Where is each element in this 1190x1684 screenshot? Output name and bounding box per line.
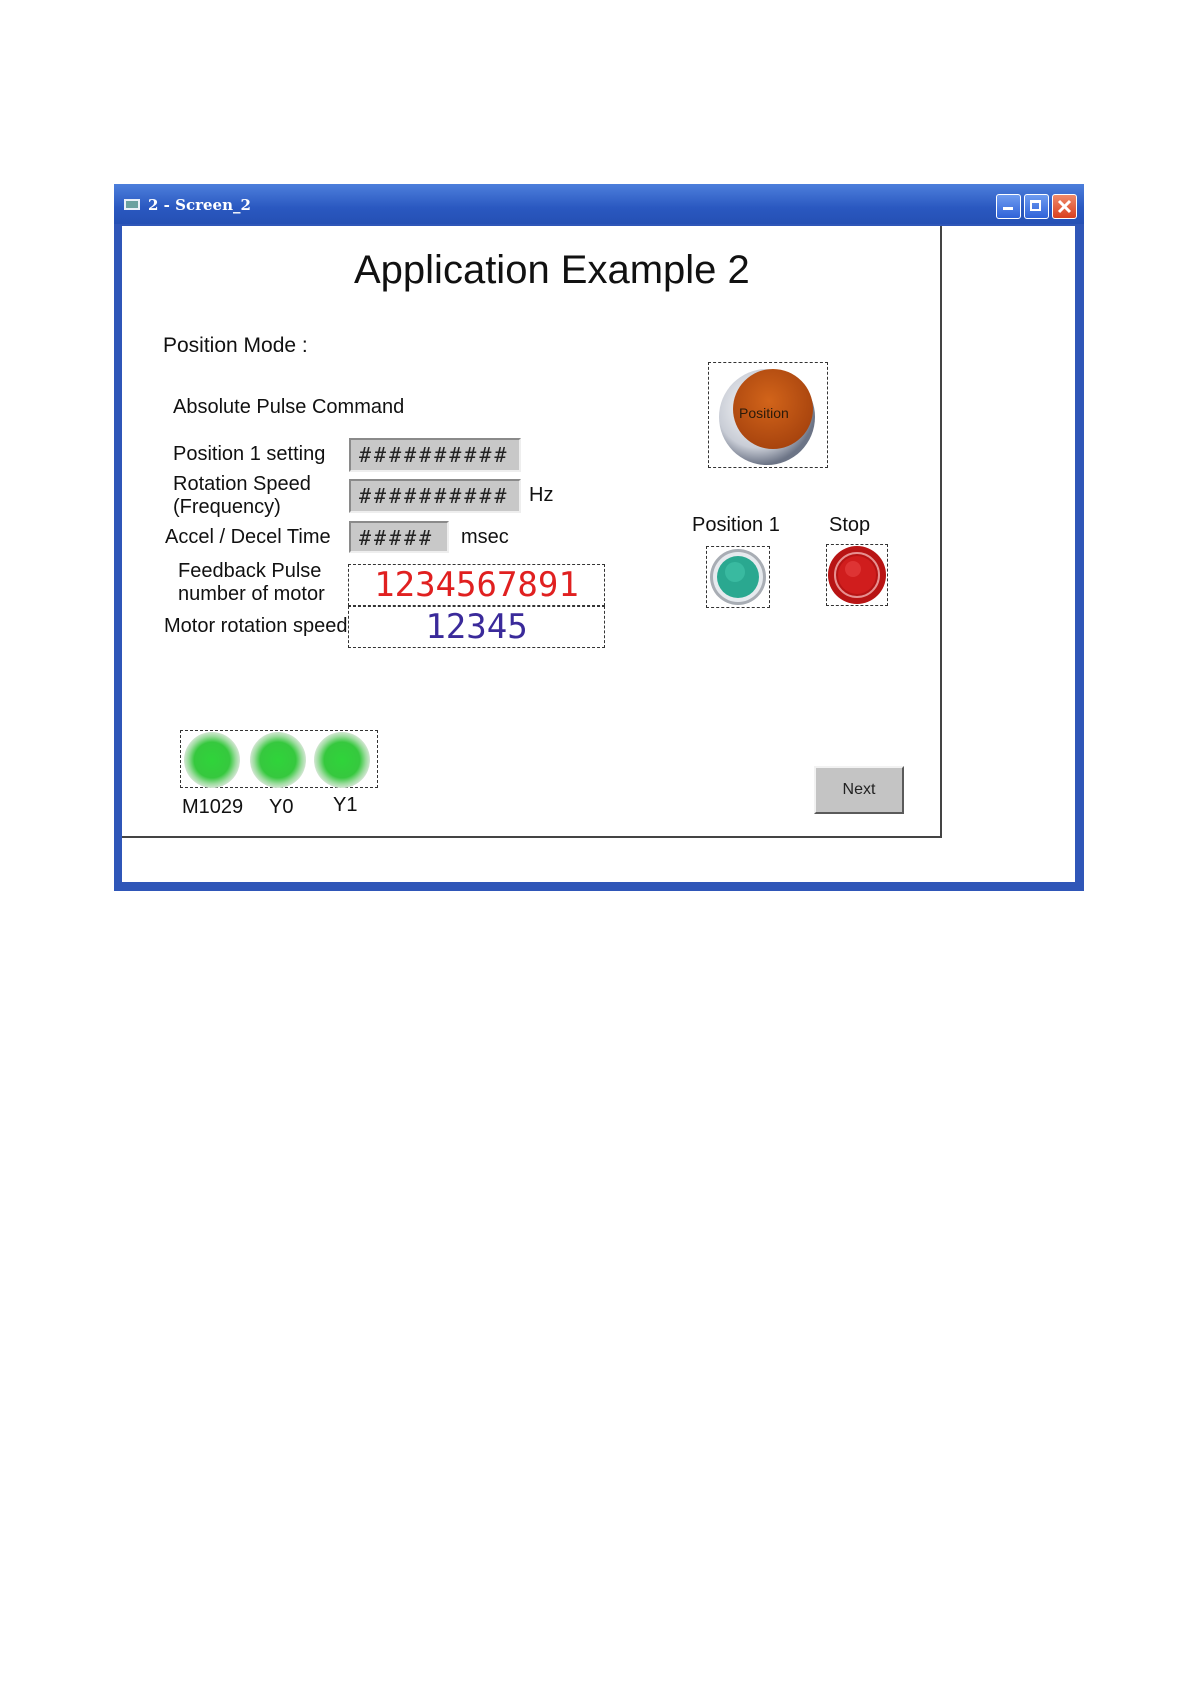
motor-speed-label: Motor rotation speed — [164, 615, 348, 637]
lamp-y0 — [250, 732, 306, 788]
rotation-speed-unit: Hz — [529, 484, 554, 506]
minimize-button[interactable] — [996, 194, 1021, 219]
maximize-icon — [1030, 200, 1041, 211]
position1-setting-label: Position 1 setting — [173, 443, 326, 465]
teal-button-icon — [707, 547, 769, 607]
feedback-pulse-label — [178, 560, 325, 606]
position1-setting-input[interactable]: ########## — [349, 438, 521, 472]
motor-speed-display: 12345 — [348, 606, 605, 648]
accel-decel-unit: msec — [461, 526, 509, 548]
next-button[interactable]: Next — [814, 766, 904, 814]
window-client-area — [122, 226, 1075, 882]
rotation-speed-label-line1: Rotation Speed — [173, 473, 311, 495]
lamp-label-y0: Y0 — [269, 796, 294, 818]
rotation-speed-input[interactable]: ########## — [349, 479, 521, 513]
stop-button-label: Stop — [829, 514, 871, 536]
screen-icon — [124, 199, 140, 210]
maximize-button[interactable] — [1024, 194, 1049, 219]
minimize-icon — [1003, 207, 1013, 210]
position-lamp-text: Position — [739, 405, 789, 421]
position1-button[interactable] — [706, 546, 770, 608]
rotation-speed-label — [173, 473, 311, 519]
position-lamp-frame — [708, 362, 828, 468]
feedback-pulse-display: 1234567891 — [348, 564, 605, 606]
hmi-screen — [122, 226, 942, 838]
title-bar[interactable] — [114, 184, 1084, 224]
page-title: Application Example 2 — [354, 248, 750, 292]
lamp-y1 — [314, 732, 370, 788]
close-icon — [1053, 195, 1076, 218]
app-window — [114, 184, 1084, 891]
window-title: 2 - Screen_2 — [148, 196, 251, 214]
close-button[interactable] — [1052, 194, 1077, 219]
position1-button-label: Position 1 — [692, 514, 780, 536]
lamp-label-y1: Y1 — [333, 794, 358, 816]
feedback-pulse-label-line1: Feedback Pulse — [178, 560, 322, 582]
red-stop-icon — [827, 545, 887, 605]
sub-label: Absolute Pulse Command — [173, 396, 405, 418]
feedback-pulse-label-line2: number of motor — [178, 583, 325, 605]
accel-decel-label: Accel / Decel Time — [165, 526, 331, 548]
section-label: Position Mode : — [163, 334, 308, 357]
stop-button[interactable] — [826, 544, 888, 606]
lamp-label-m1029: M1029 — [182, 796, 244, 818]
lamp-m1029 — [184, 732, 240, 788]
accel-decel-input[interactable]: ##### — [349, 521, 449, 553]
rotation-speed-label-line2: (Frequency) — [173, 496, 281, 518]
